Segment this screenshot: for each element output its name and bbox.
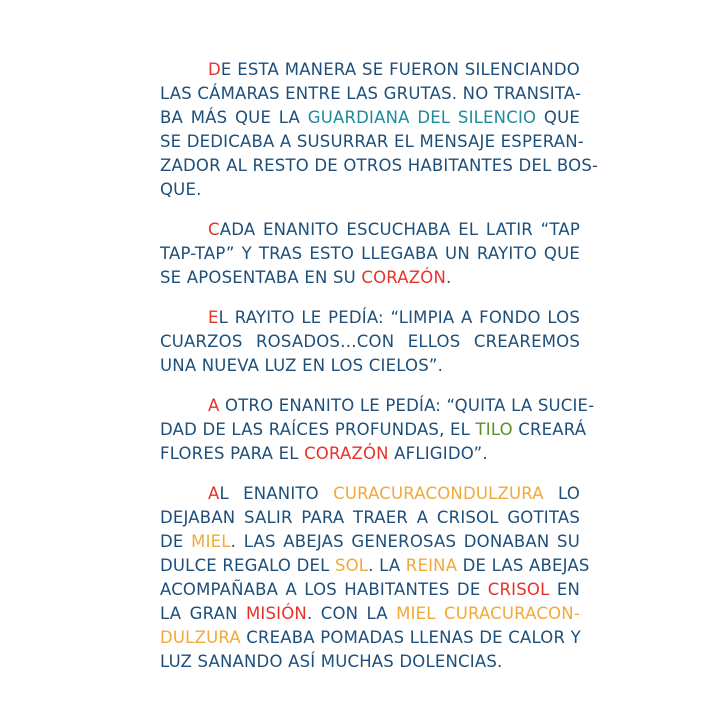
- text-segment: L RAYITO LE PEDÍA: “LIMPIA A FONDO LOS: [218, 308, 580, 327]
- text-segment: FLORES PARA EL: [160, 444, 305, 463]
- text-line: [160, 394, 595, 418]
- highlighted-word: DULZURA: [160, 628, 241, 647]
- text-line: [160, 154, 599, 178]
- text-segment: CREABA POMADAS LLENAS DE CALOR Y: [240, 628, 581, 647]
- text-segment: E ESTA MANERA SE FUERON SILENCIANDO: [220, 60, 580, 79]
- text-segment: UNA NUEVA LUZ EN LOS CIELOS”.: [160, 356, 444, 375]
- text-segment: SE APOSENTABA EN SU: [160, 268, 362, 287]
- text-segment: LAS CÁMARAS ENTRE LAS GRUTAS. NO TRANSITA-: [160, 84, 582, 103]
- highlighted-word: CURACURACON-: [443, 604, 580, 623]
- highlighted-word: MISIÓN: [245, 604, 307, 623]
- text-line: [160, 178, 580, 202]
- text-segment: LO: [543, 484, 581, 503]
- highlighted-word: CRISOL: [487, 580, 550, 599]
- text-segment: BA MÁS QUE LA: [160, 108, 308, 127]
- text-segment: DAD DE LAS RAÍCES PROFUNDAS, EL: [160, 420, 476, 439]
- text-line: [160, 58, 580, 82]
- text-line: [160, 218, 580, 242]
- story-paragraph: [160, 58, 599, 202]
- text-segment: . CON LA: [306, 604, 397, 623]
- highlighted-word: CORAZÓN: [361, 268, 446, 287]
- text-line: [160, 306, 580, 330]
- text-segment: SE DEDICABA A SUSURRAR EL MENSAJE ESPERAN-: [160, 132, 584, 151]
- highlighted-word: GUARDIANA DEL SILENCIO: [307, 108, 537, 127]
- story-paragraph: [160, 482, 590, 674]
- text-segment: QUE.: [160, 180, 202, 199]
- text-line: [160, 242, 580, 266]
- highlighted-word: CORAZÓN: [304, 444, 389, 463]
- text-line: [160, 106, 580, 130]
- text-line: [160, 82, 580, 106]
- text-segment: EN: [549, 580, 580, 599]
- text-segment: ZADOR AL RESTO DE OTROS HABITANTES DEL BOS-: [160, 156, 599, 175]
- highlighted-word: SOL: [334, 556, 369, 575]
- highlighted-word: REINA: [405, 556, 458, 575]
- text-segment: ADA ENANITO ESCUCHABA EL LATIR “TAP: [219, 220, 580, 239]
- text-line: [160, 354, 580, 378]
- text-segment: DEJABAN SALIR PARA TRAER A CRISOL GOTITAS: [160, 508, 580, 527]
- highlighted-word: CURACURACONDULZURA: [333, 484, 544, 503]
- text-line: [160, 418, 587, 442]
- text-line: [160, 554, 590, 578]
- text-line: [160, 506, 580, 530]
- highlighted-word: TILO: [475, 420, 513, 439]
- text-segment: OTRO ENANITO LE PEDÍA: “QUITA LA SUCIE-: [219, 396, 595, 415]
- text-segment: LA GRAN: [160, 604, 246, 623]
- text-segment: CREARÁ: [512, 420, 587, 439]
- text-segment: AFLIGIDO”.: [388, 444, 488, 463]
- story-paragraph: [160, 306, 580, 378]
- text-segment: LUZ SANANDO ASÍ MUCHAS DOLENCIAS.: [160, 652, 503, 671]
- drop-initial: E: [208, 308, 219, 327]
- text-segment: QUE: [536, 108, 580, 127]
- story-paragraph: [160, 394, 595, 466]
- text-segment: DE: [160, 532, 192, 551]
- text-line: [160, 578, 580, 602]
- text-line: [160, 266, 580, 290]
- drop-initial: A: [208, 484, 220, 503]
- story-paragraph: [160, 218, 580, 290]
- text-segment: ACOMPAÑABA A LOS HABITANTES DE: [160, 580, 488, 599]
- text-line: [160, 530, 580, 554]
- highlighted-word: MIEL: [396, 604, 436, 623]
- text-segment: CUARZOS ROSADOS…CON ELLOS CREAREMOS: [160, 332, 580, 351]
- highlighted-word: MIEL: [191, 532, 231, 551]
- text-line: [160, 626, 580, 650]
- text-segment: TAP-TAP” Y TRAS ESTO LLEGABA UN RAYITO QUE: [160, 244, 580, 263]
- text-segment: [436, 604, 444, 623]
- text-line: [160, 330, 580, 354]
- text-segment: L ENANITO: [219, 484, 334, 503]
- text-segment: DE LAS ABEJAS: [457, 556, 590, 575]
- text-line: [160, 442, 580, 466]
- text-line: [160, 602, 580, 626]
- drop-initial: C: [208, 220, 220, 239]
- text-segment: . LA: [368, 556, 406, 575]
- text-line: [160, 650, 580, 674]
- story-page: [160, 58, 599, 690]
- text-segment: .: [446, 268, 452, 287]
- drop-initial: A: [208, 396, 220, 415]
- drop-initial: D: [208, 60, 221, 79]
- text-line: [160, 482, 580, 506]
- text-line: [160, 130, 584, 154]
- text-segment: DULCE REGALO DEL: [160, 556, 335, 575]
- text-segment: . LAS ABEJAS GENEROSAS DONABAN SU: [230, 532, 580, 551]
